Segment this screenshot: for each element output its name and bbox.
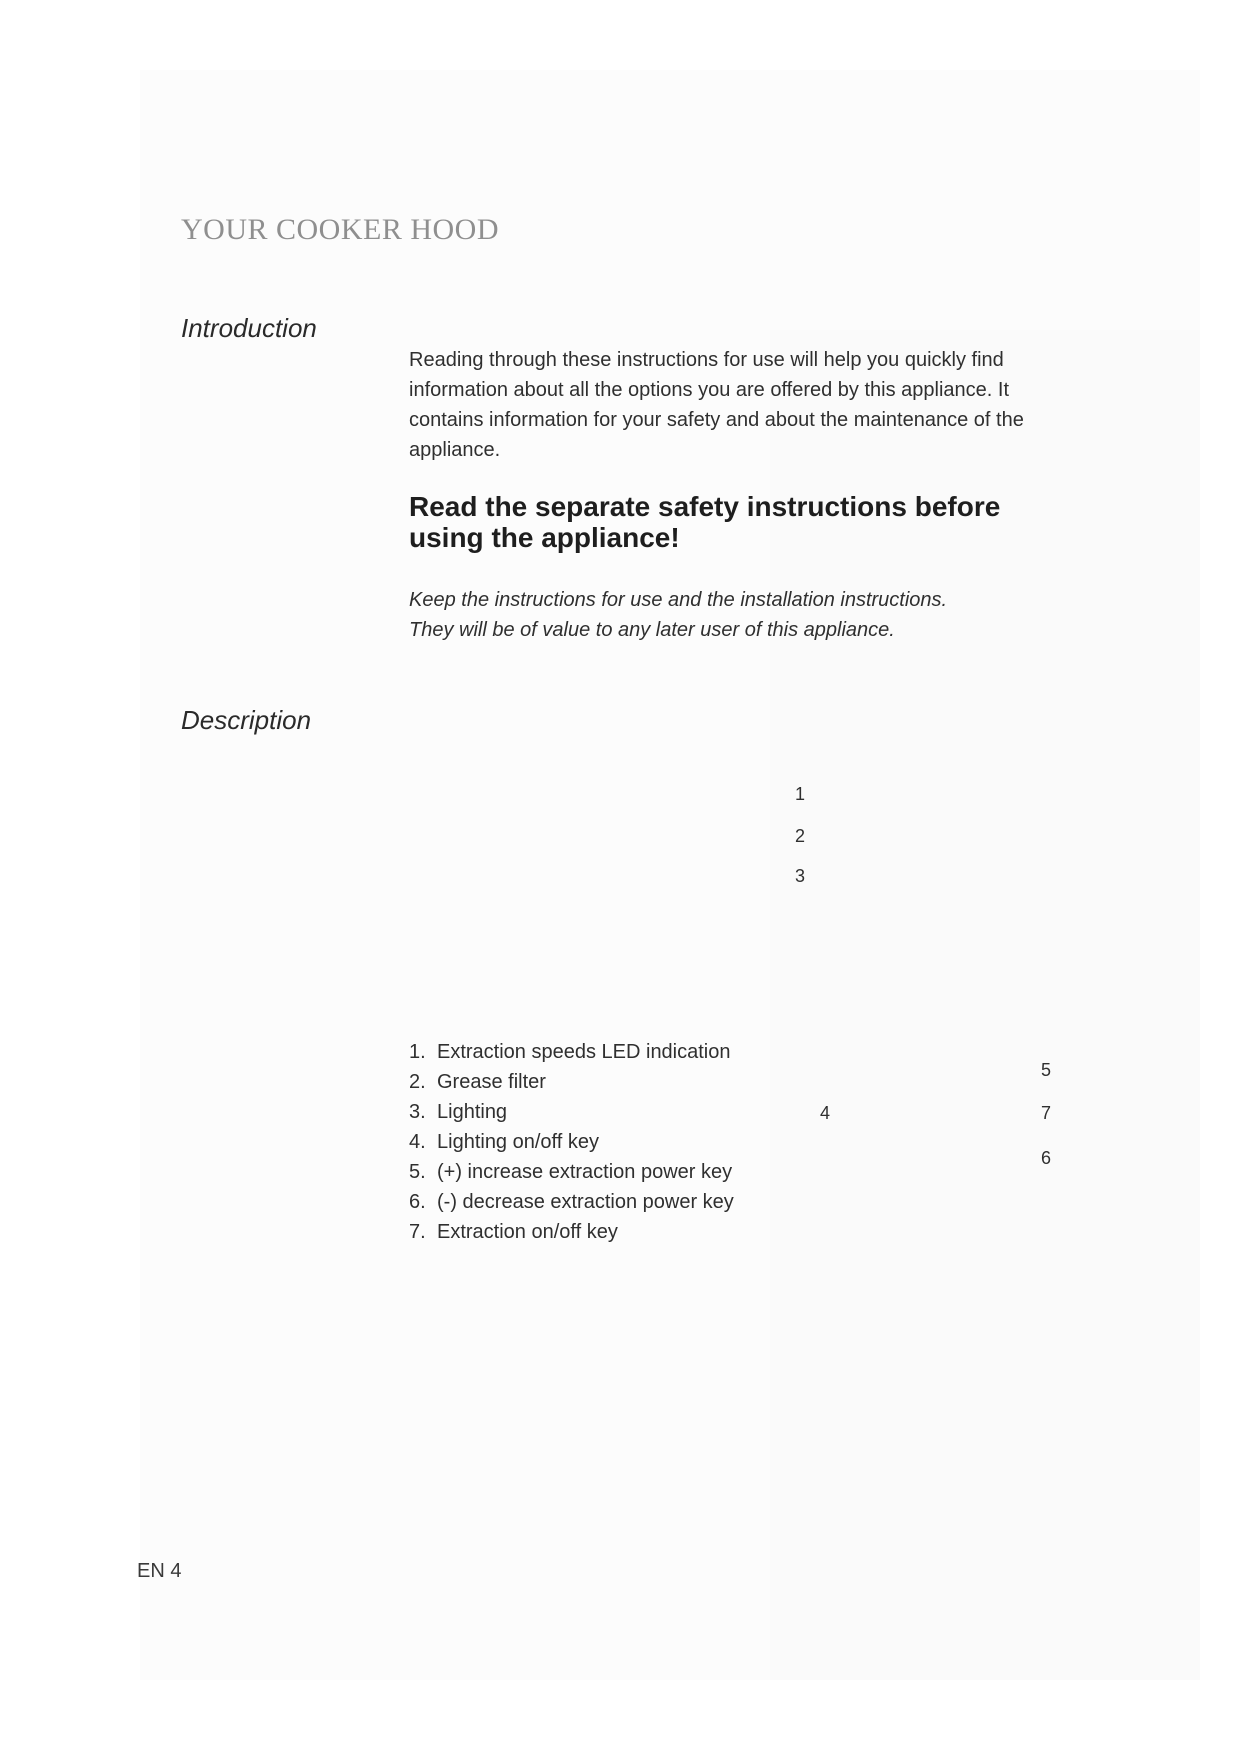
introduction-heading: Introduction xyxy=(181,313,317,343)
list-item-text: (-) decrease extraction power key xyxy=(437,1191,734,1213)
diagram-label-7: 7 xyxy=(1041,1103,1052,1123)
list-item xyxy=(409,1127,734,1157)
list-item xyxy=(409,1037,734,1067)
keep-note-line-2: They will be of value to any later user of this appliance. xyxy=(409,619,895,641)
description-heading: Description xyxy=(181,705,312,735)
list-item-number: 6. xyxy=(409,1191,426,1213)
keep-instructions-note xyxy=(409,585,1049,645)
list-item-text: Lighting xyxy=(437,1101,508,1123)
list-item-number: 4. xyxy=(409,1131,426,1153)
list-item-text: (+) increase extraction power key xyxy=(437,1161,733,1183)
diagram-label-1: 1 xyxy=(795,784,806,804)
parts-list xyxy=(409,1037,734,1247)
list-item-number: 5. xyxy=(409,1161,426,1183)
diagram-label-4: 4 xyxy=(820,1103,831,1123)
diagram-label-3: 3 xyxy=(795,866,806,886)
list-item xyxy=(409,1187,734,1217)
introduction-body: Reading through these instructions for use will help you quickly find information about all the options you are offered by this appliance. It contains information for your safety and about the maintenance of the appliance. xyxy=(409,349,1024,461)
list-item-number: 7. xyxy=(409,1221,426,1243)
page-number: EN 4 xyxy=(137,1560,182,1582)
list-item-text: Lighting on/off key xyxy=(437,1131,599,1153)
page-title: YOUR COOKER HOOD xyxy=(181,213,500,246)
list-item-number: 3. xyxy=(409,1101,426,1123)
list-item-text: Extraction speeds LED indication xyxy=(437,1041,731,1063)
list-item-text: Extraction on/off key xyxy=(437,1221,618,1243)
diagram-label-5: 5 xyxy=(1041,1060,1052,1080)
safety-warning: Read the separate safety instructions before using the appliance! xyxy=(409,491,1001,553)
list-item-number: 2. xyxy=(409,1071,426,1093)
list-item xyxy=(409,1097,734,1127)
diagram-label-6: 6 xyxy=(1041,1148,1052,1168)
list-item-text: Grease filter xyxy=(437,1071,546,1093)
list-item-number: 1. xyxy=(409,1041,426,1063)
list-item xyxy=(409,1157,734,1187)
keep-note-line-1: Keep the instructions for use and the installation instructions. xyxy=(409,589,948,611)
list-item xyxy=(409,1067,734,1097)
list-item xyxy=(409,1217,734,1247)
diagram-label-2: 2 xyxy=(795,826,806,846)
